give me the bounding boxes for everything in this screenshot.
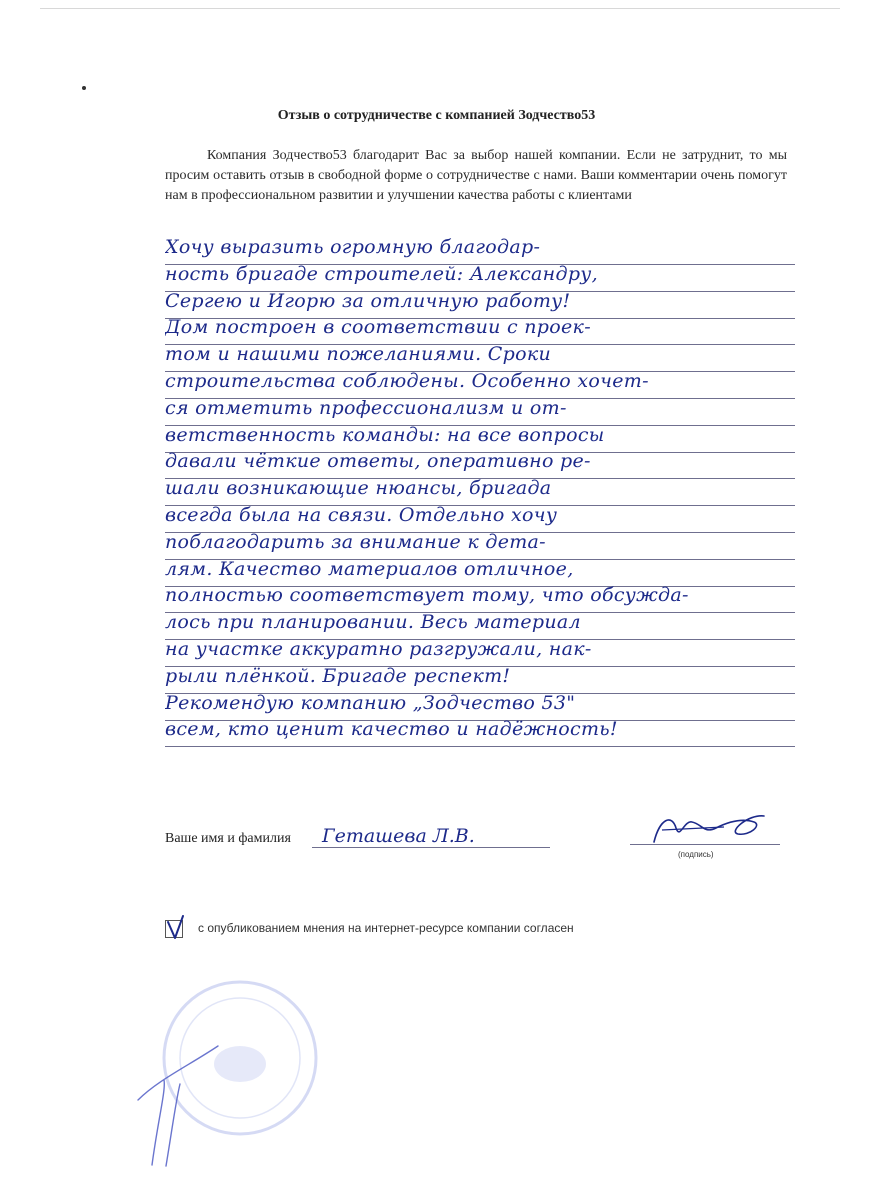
document-title: Отзыв о сотрудничестве с компанией Зодчество53 (277, 108, 596, 123)
signature-caption: (подпись) (678, 850, 714, 859)
signature-icon (632, 808, 782, 848)
handwritten-line: ветственность команды: на все вопросы (165, 420, 795, 453)
name-label: Ваше имя и фамилия (165, 831, 291, 846)
handwritten-line: Рекомендую компанию „Зодчество 53" (165, 688, 795, 721)
handwritten-line: Дом построен в соответствии с проек- (165, 312, 795, 345)
handwritten-line: Хочу выразить огромную благодар- (165, 232, 795, 265)
scan-edge-line (40, 8, 840, 9)
consent-label: с опубликованием мнения на интернет-ресурсе компании согласен (198, 921, 574, 935)
handwritten-line: на участке аккуратно разгружали, нак- (165, 634, 795, 667)
handwritten-line: поблагодарить за внимание к дета- (165, 527, 795, 560)
handwritten-line: строительства соблюдены. Особенно хочет- (165, 366, 795, 399)
handwritten-line: лось при планировании. Весь материал (165, 607, 795, 640)
handwritten-line: Сергею и Игорю за отличную работу! (165, 286, 795, 319)
company-stamp-icon (118, 980, 318, 1170)
intro-paragraph (165, 146, 787, 206)
handwritten-line: рыли плёнкой. Бригаде респект! (165, 661, 795, 694)
handwritten-line: ся отметить профессионализм и от- (165, 393, 795, 426)
handwritten-line: ность бригаде строителей: Александру, (165, 259, 795, 292)
handwritten-line: полностью соответствует тому, что обсужда- (165, 580, 795, 613)
scan-speck (82, 86, 86, 90)
name-field[interactable]: Геташева Л.В. (312, 824, 550, 848)
handwritten-line: давали чёткие ответы, оперативно ре- (165, 446, 795, 479)
handwritten-line: лям. Качество материалов отличное, (165, 554, 795, 587)
handwritten-line: всегда была на связи. Отдельно хочу (165, 500, 795, 533)
handwritten-line: всем, кто ценит качество и надёжность! (165, 714, 795, 747)
handwritten-line: шали возникающие нюансы, бригада (165, 473, 795, 506)
handwritten-line: том и нашими пожеланиями. Сроки (165, 339, 795, 372)
signature-line (630, 844, 780, 845)
handwritten-review (165, 232, 795, 742)
checkmark-icon (163, 913, 191, 941)
intro-text: Компания Зодчество53 благодарит Вас за выбор нашей компании. Если не затруднит, то мы просим оставить отзыв в свободной форме о сотрудничестве с нами. Ваши комментарии очень помогут нам в профессиональном развитии и улучшении качества работы с клиентами (165, 148, 787, 203)
